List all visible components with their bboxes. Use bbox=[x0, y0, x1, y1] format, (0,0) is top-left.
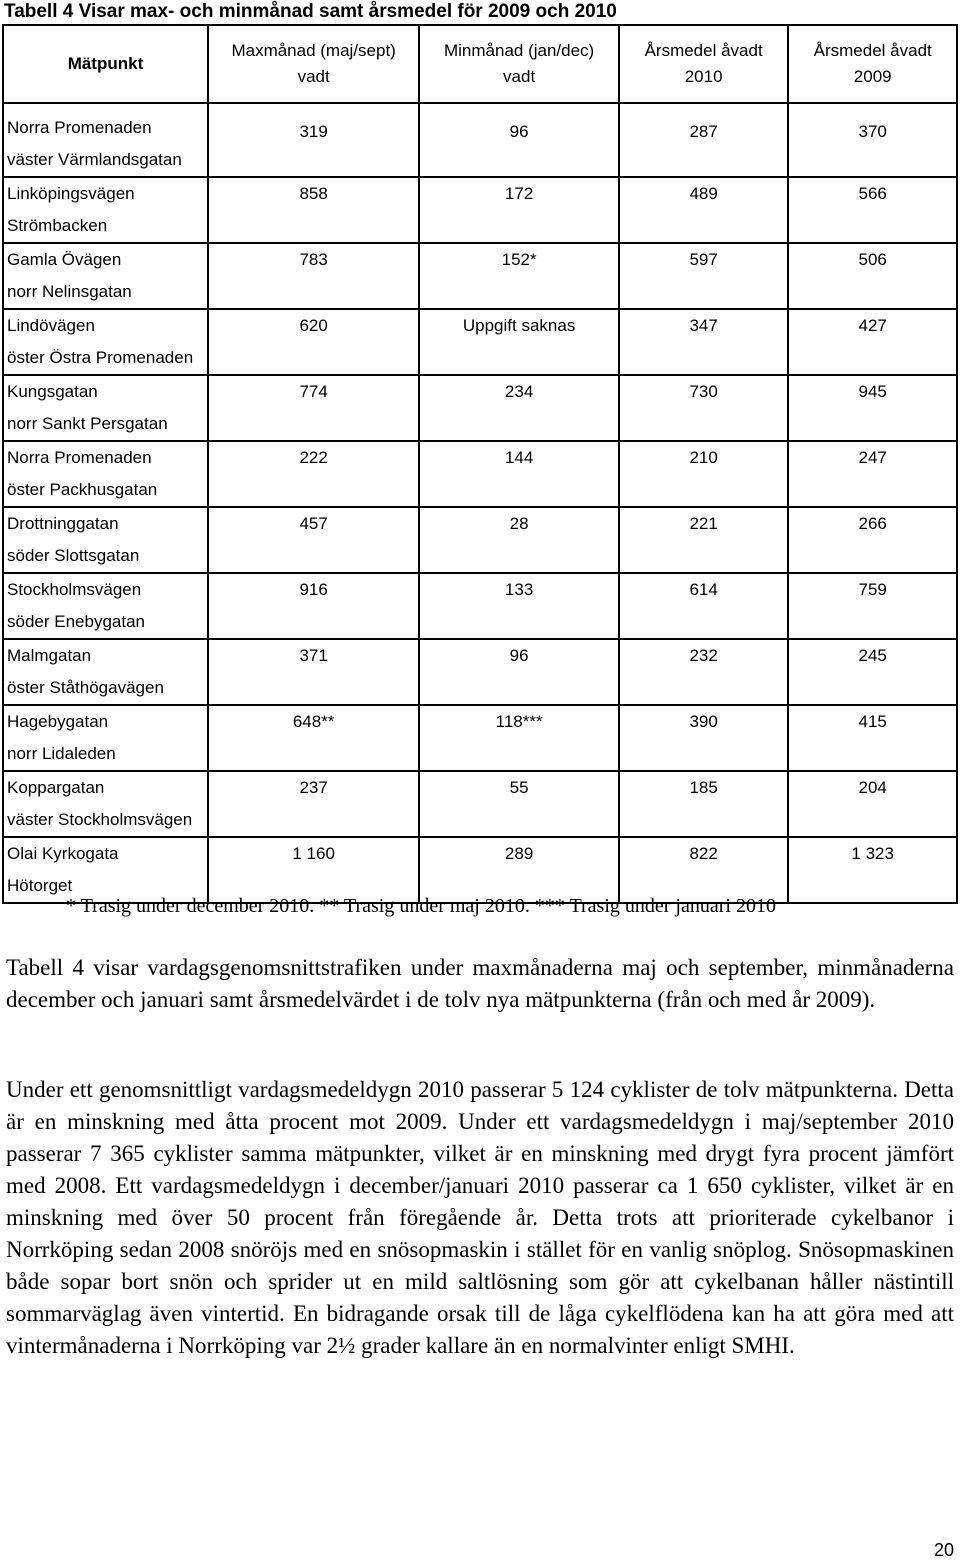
table-row bbox=[3, 177, 957, 243]
table-row bbox=[3, 573, 957, 639]
cell-arsmedel-2009: 427 bbox=[788, 309, 957, 375]
cell-matpunkt bbox=[3, 507, 208, 573]
location-detail: öster Östra Promenaden bbox=[7, 348, 194, 367]
location-name: Linköpingsvägen bbox=[7, 184, 135, 203]
cell-maxmanad: 648** bbox=[208, 705, 419, 771]
location-name: Norra Promenaden bbox=[7, 448, 152, 467]
column-header-matpunkt bbox=[3, 25, 208, 103]
cell-arsmedel-2009: 266 bbox=[788, 507, 957, 573]
cell-maxmanad: 1 160 bbox=[208, 837, 419, 903]
cell-matpunkt bbox=[3, 309, 208, 375]
cell-arsmedel-2009: 245 bbox=[788, 639, 957, 705]
column-header-maxmanad bbox=[208, 25, 419, 103]
header-label: Minmånad (jan/dec) bbox=[443, 41, 595, 60]
location-detail: Hötorget bbox=[7, 876, 73, 895]
location-name: Lindövägen bbox=[7, 316, 95, 335]
cell-matpunkt bbox=[3, 573, 208, 639]
location-detail: väster Stockholmsvägen bbox=[7, 810, 193, 829]
header-label: Maxmånad (maj/sept) bbox=[231, 41, 396, 60]
cell-arsmedel-2009: 247 bbox=[788, 441, 957, 507]
table-row bbox=[3, 507, 957, 573]
cell-matpunkt bbox=[3, 177, 208, 243]
cell-arsmedel-2010: 287 bbox=[619, 103, 789, 177]
column-header-arsmedel-2010 bbox=[619, 25, 789, 103]
location-detail: norr Nelinsgatan bbox=[7, 282, 132, 301]
cell-matpunkt bbox=[3, 375, 208, 441]
cell-arsmedel-2010: 730 bbox=[619, 375, 789, 441]
cell-matpunkt bbox=[3, 771, 208, 837]
location-name: Olai Kyrkogata bbox=[7, 844, 119, 863]
table-row bbox=[3, 103, 957, 177]
table-row bbox=[3, 309, 957, 375]
header-sublabel: 2009 bbox=[853, 67, 892, 86]
location-name: Hagebygatan bbox=[7, 712, 109, 731]
cell-arsmedel-2010: 232 bbox=[619, 639, 789, 705]
page-number: 20 bbox=[933, 1540, 954, 1560]
location-name: Norra Promenaden bbox=[7, 118, 152, 137]
location-name: Koppargatan bbox=[7, 778, 105, 797]
cell-minmanad: 289 bbox=[419, 837, 618, 903]
cell-arsmedel-2010: 185 bbox=[619, 771, 789, 837]
location-name: Stockholmsvägen bbox=[7, 580, 142, 599]
table-row bbox=[3, 243, 957, 309]
cell-minmanad: 96 bbox=[419, 639, 618, 705]
location-detail: öster Packhusgatan bbox=[7, 480, 158, 499]
cell-arsmedel-2009: 370 bbox=[788, 103, 957, 177]
cell-matpunkt bbox=[3, 705, 208, 771]
cell-maxmanad: 858 bbox=[208, 177, 419, 243]
location-detail: öster Ståthögavägen bbox=[7, 678, 164, 697]
cell-arsmedel-2009: 1 323 bbox=[788, 837, 957, 903]
data-table bbox=[2, 24, 958, 904]
cell-minmanad: 28 bbox=[419, 507, 618, 573]
table-footnote: * Trasig under december 2010. ** Trasig under maj 2010. *** Trasig under januari 2010 bbox=[66, 895, 776, 917]
cell-arsmedel-2010: 210 bbox=[619, 441, 789, 507]
cell-arsmedel-2009: 945 bbox=[788, 375, 957, 441]
location-detail: Strömbacken bbox=[7, 216, 108, 235]
cell-matpunkt bbox=[3, 103, 208, 177]
cell-minmanad: 172 bbox=[419, 177, 618, 243]
cell-minmanad: 118*** bbox=[419, 705, 618, 771]
location-detail: väster Värmlandsgatan bbox=[7, 150, 182, 169]
header-sublabel: vadt bbox=[503, 67, 536, 86]
cell-arsmedel-2009: 566 bbox=[788, 177, 957, 243]
cell-maxmanad: 783 bbox=[208, 243, 419, 309]
cell-arsmedel-2009: 759 bbox=[788, 573, 957, 639]
location-name: Malmgatan bbox=[7, 646, 92, 665]
cell-maxmanad: 371 bbox=[208, 639, 419, 705]
cell-matpunkt bbox=[3, 639, 208, 705]
header-label: Årsmedel åvadt bbox=[644, 41, 763, 60]
cell-minmanad: 152* bbox=[419, 243, 618, 309]
cell-maxmanad: 620 bbox=[208, 309, 419, 375]
cell-minmanad: 133 bbox=[419, 573, 618, 639]
cell-arsmedel-2010: 489 bbox=[619, 177, 789, 243]
header-sublabel: 2010 bbox=[684, 67, 723, 86]
location-detail: söder Slottsgatan bbox=[7, 546, 140, 565]
cell-matpunkt bbox=[3, 441, 208, 507]
cell-minmanad: 55 bbox=[419, 771, 618, 837]
table-header-row bbox=[3, 25, 957, 103]
cell-maxmanad: 222 bbox=[208, 441, 419, 507]
cell-arsmedel-2009: 415 bbox=[788, 705, 957, 771]
cell-matpunkt bbox=[3, 243, 208, 309]
table-row bbox=[3, 375, 957, 441]
cell-minmanad: Uppgift saknas bbox=[419, 309, 618, 375]
table-caption: Tabell 4 Visar max- och minmånad samt årsmedel för 2009 och 2010 bbox=[4, 1, 617, 22]
header-label: Årsmedel åvadt bbox=[813, 41, 932, 60]
cell-arsmedel-2009: 506 bbox=[788, 243, 957, 309]
column-header-minmanad bbox=[419, 25, 618, 103]
table-row bbox=[3, 639, 957, 705]
cell-minmanad: 96 bbox=[419, 103, 618, 177]
body-paragraph: Tabell 4 visar vardagsgenomsnittstrafiken under maxmånaderna maj och september, minmånaderna december och januari samt årsmedelvärdet i de tolv nya mätpunkterna (från och med år 2009). bbox=[6, 955, 954, 1012]
body-paragraph: Under ett genomsnittligt vardagsmedeldygn 2010 passerar 5 124 cyklister de tolv mätpunkterna. Detta är en minskning med åtta procent mot 2009. Under ett vardagsmedeldygn i maj/september 2010 passerar 7 365 cyklister samma mätpunkter, vilket är en minskning med drygt fyra procent jämfört med 2008. Ett vardagsmedeldygn i december/januari 2010 passerar ca 1 650 cyklister, vilket är en minskning med över 50 procent från föregående år. Detta trots att prioriterade cykelbanor i Norrköping sedan 2008 snöröjs med en snösopmaskin i stället för en vanlig snöplog. Snösopmaskinen både sopar bort snön och sprider ut en mild saltlösning som gör att cykelbanan håller nästintill sommarväglag även vintertid. En bidragande orsak till de låga cykelflödena kan ha att göra med att vintermånaderna i Norrköping var 2½ grader kallare än en normalvinter enligt SMHI. bbox=[6, 1077, 954, 1358]
cell-arsmedel-2010: 822 bbox=[619, 837, 789, 903]
cell-arsmedel-2009: 204 bbox=[788, 771, 957, 837]
cell-maxmanad: 916 bbox=[208, 573, 419, 639]
cell-minmanad: 234 bbox=[419, 375, 618, 441]
location-name: Gamla Övägen bbox=[7, 250, 122, 269]
location-name: Drottninggatan bbox=[7, 514, 119, 533]
cell-maxmanad: 319 bbox=[208, 103, 419, 177]
table-row bbox=[3, 441, 957, 507]
location-detail: norr Sankt Persgatan bbox=[7, 414, 168, 433]
cell-maxmanad: 774 bbox=[208, 375, 419, 441]
column-header-arsmedel-2009 bbox=[788, 25, 957, 103]
cell-arsmedel-2010: 597 bbox=[619, 243, 789, 309]
header-label: Mätpunkt bbox=[67, 54, 144, 73]
location-detail: söder Enebygatan bbox=[7, 612, 145, 631]
cell-maxmanad: 457 bbox=[208, 507, 419, 573]
cell-arsmedel-2010: 390 bbox=[619, 705, 789, 771]
table-row bbox=[3, 705, 957, 771]
cell-maxmanad: 237 bbox=[208, 771, 419, 837]
location-name: Kungsgatan bbox=[7, 382, 98, 401]
cell-arsmedel-2010: 347 bbox=[619, 309, 789, 375]
header-sublabel: vadt bbox=[297, 67, 330, 86]
cell-minmanad: 144 bbox=[419, 441, 618, 507]
table-row bbox=[3, 771, 957, 837]
cell-arsmedel-2010: 614 bbox=[619, 573, 789, 639]
location-detail: norr Lidaleden bbox=[7, 744, 116, 763]
cell-arsmedel-2010: 221 bbox=[619, 507, 789, 573]
